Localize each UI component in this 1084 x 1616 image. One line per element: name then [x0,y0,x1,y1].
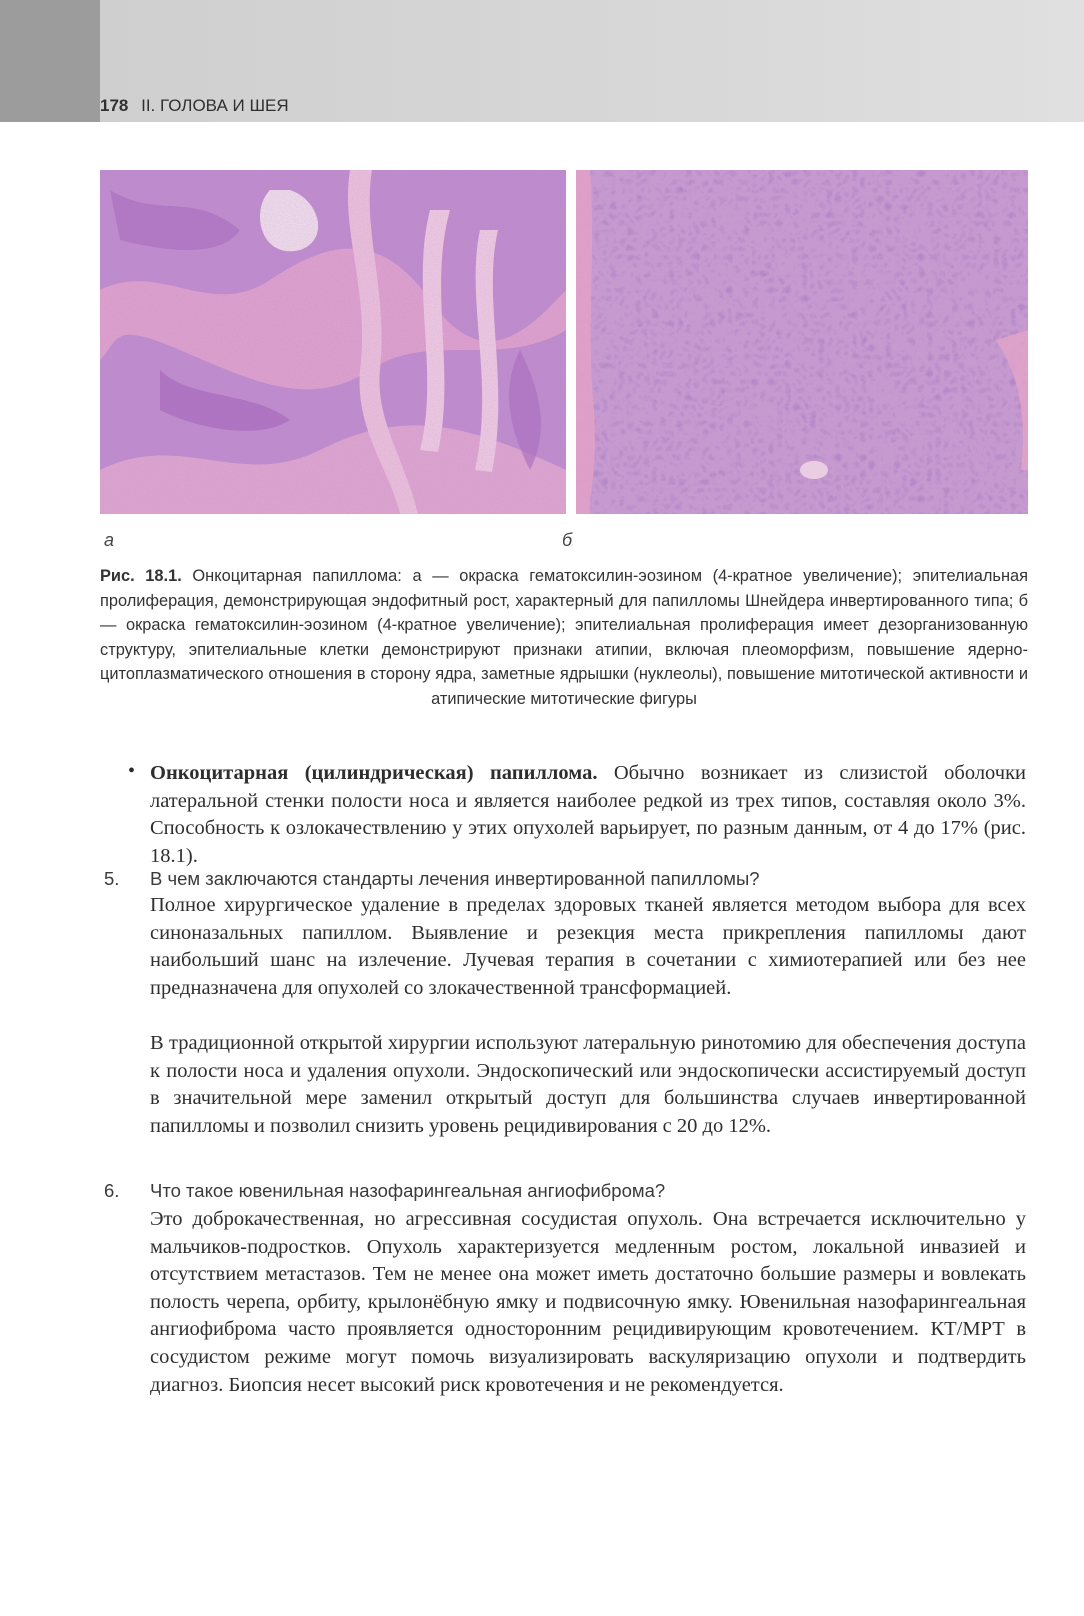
question-text: Что такое ювенильная назофарингеальная ангиофиброма? [150,1180,666,1201]
figure-panel-b [576,170,1028,514]
bullet-paragraph [150,760,1026,870]
page-number: 178 [100,96,129,115]
histology-image-a [100,170,566,514]
section-title: II. ГОЛОВА И ШЕЯ [141,96,289,115]
figure-panel-a [100,170,566,514]
caption-label: Рис. 18.1. [100,567,182,585]
answer-5-paragraph-1: Полное хирургическое удаление в пределах здоровых тканей является методом выбора для всех синоназальных папиллом. Выявление и резекция места прикрепления папилломы дают наибольший шанс на излечение. Лучевая терапия в сочетании с химиотерапией или без нее предназначена для опухолей со злокачественной трансформацией. [150,894,1026,999]
panel-label-b: б [562,530,573,550]
question-number: 5. [104,868,120,889]
figure-caption [100,564,1028,711]
bullet-item [128,760,1027,870]
caption-text: Онкоцитарная папиллома: а — окраска гематоксилин-эозином (4-кратное увеличение); эпителиальная пролиферация, демонстрирующая эндофитный рост, характерный для папилломы Шнейдера инвертированного типа; б — окраска гематоксилин-эозином (4-кратное увеличение); эпителиальная пролиферация имеет дезорганизованную структуру, эпителиальные клетки демонстрируют признаки атипии, включая плеоморфизм, повышение ядерно-цитоплазматического отношения в сторону ядра, заметные ядрышки (нуклеолы), повышение митотической активности и атипические митотические фигуры [100,567,1029,708]
histology-image-b [576,170,1028,514]
question-6-heading [104,1180,666,1202]
bullet-term: Онкоцитарная (цилиндрическая) папиллома. [150,762,598,784]
answer-6-paragraph-1: Это доброкачественная, но агрессивная сосудистая опухоль. Она встречается исключительно у мальчиков-подростков. Опухоль характеризуется медленным ростом, локальной инвазией и отсутствием метастазов. Тем не менее она может иметь достаточно большие размеры и вовлекать полость черепа, орбиту, крылонёбную ямку и подвисочную ямку. Ювенильная назофарингеальная ангиофиброма часто проявляется односторонним рецидивирующим кровотечением. КТ/МРТ в сосудистом режиме могут помочь визуализировать васкуляризацию опухоли и подтвердить диагноз. Биопсия несет высокий риск кровотечения и не рекомендуется. [150,1208,1026,1396]
answer-5-paragraph-2: В традиционной открытой хирургии используют латеральную ринотомию для обеспечения доступа к полости носа и удаления опухоли. Эндоскопический или эндоскопически ассистируемый доступ в значительной мере заменил открытый доступ для большинства случаев инвертированной папилломы и позволил снизить уровень рецидивирования с 20 до 12%. [150,1032,1026,1137]
question-number: 6. [104,1180,120,1201]
bullet-marker: • [128,760,136,782]
question-5-heading [104,868,760,890]
bullet-text: Обычно возникает из слизистой оболочки латеральной стенки полости носа и является наиболее редкой из трех типов, составляя около 3%. Способность к озлокачествлению у этих опухолей варьирует, по разным данным, от 4 до 17% (рис. 18.1). [150,762,1027,867]
running-header [100,96,289,116]
question-text: В чем заключаются стандарты лечения инвертированной папилломы? [150,868,760,889]
panel-label-a: а [104,530,115,550]
